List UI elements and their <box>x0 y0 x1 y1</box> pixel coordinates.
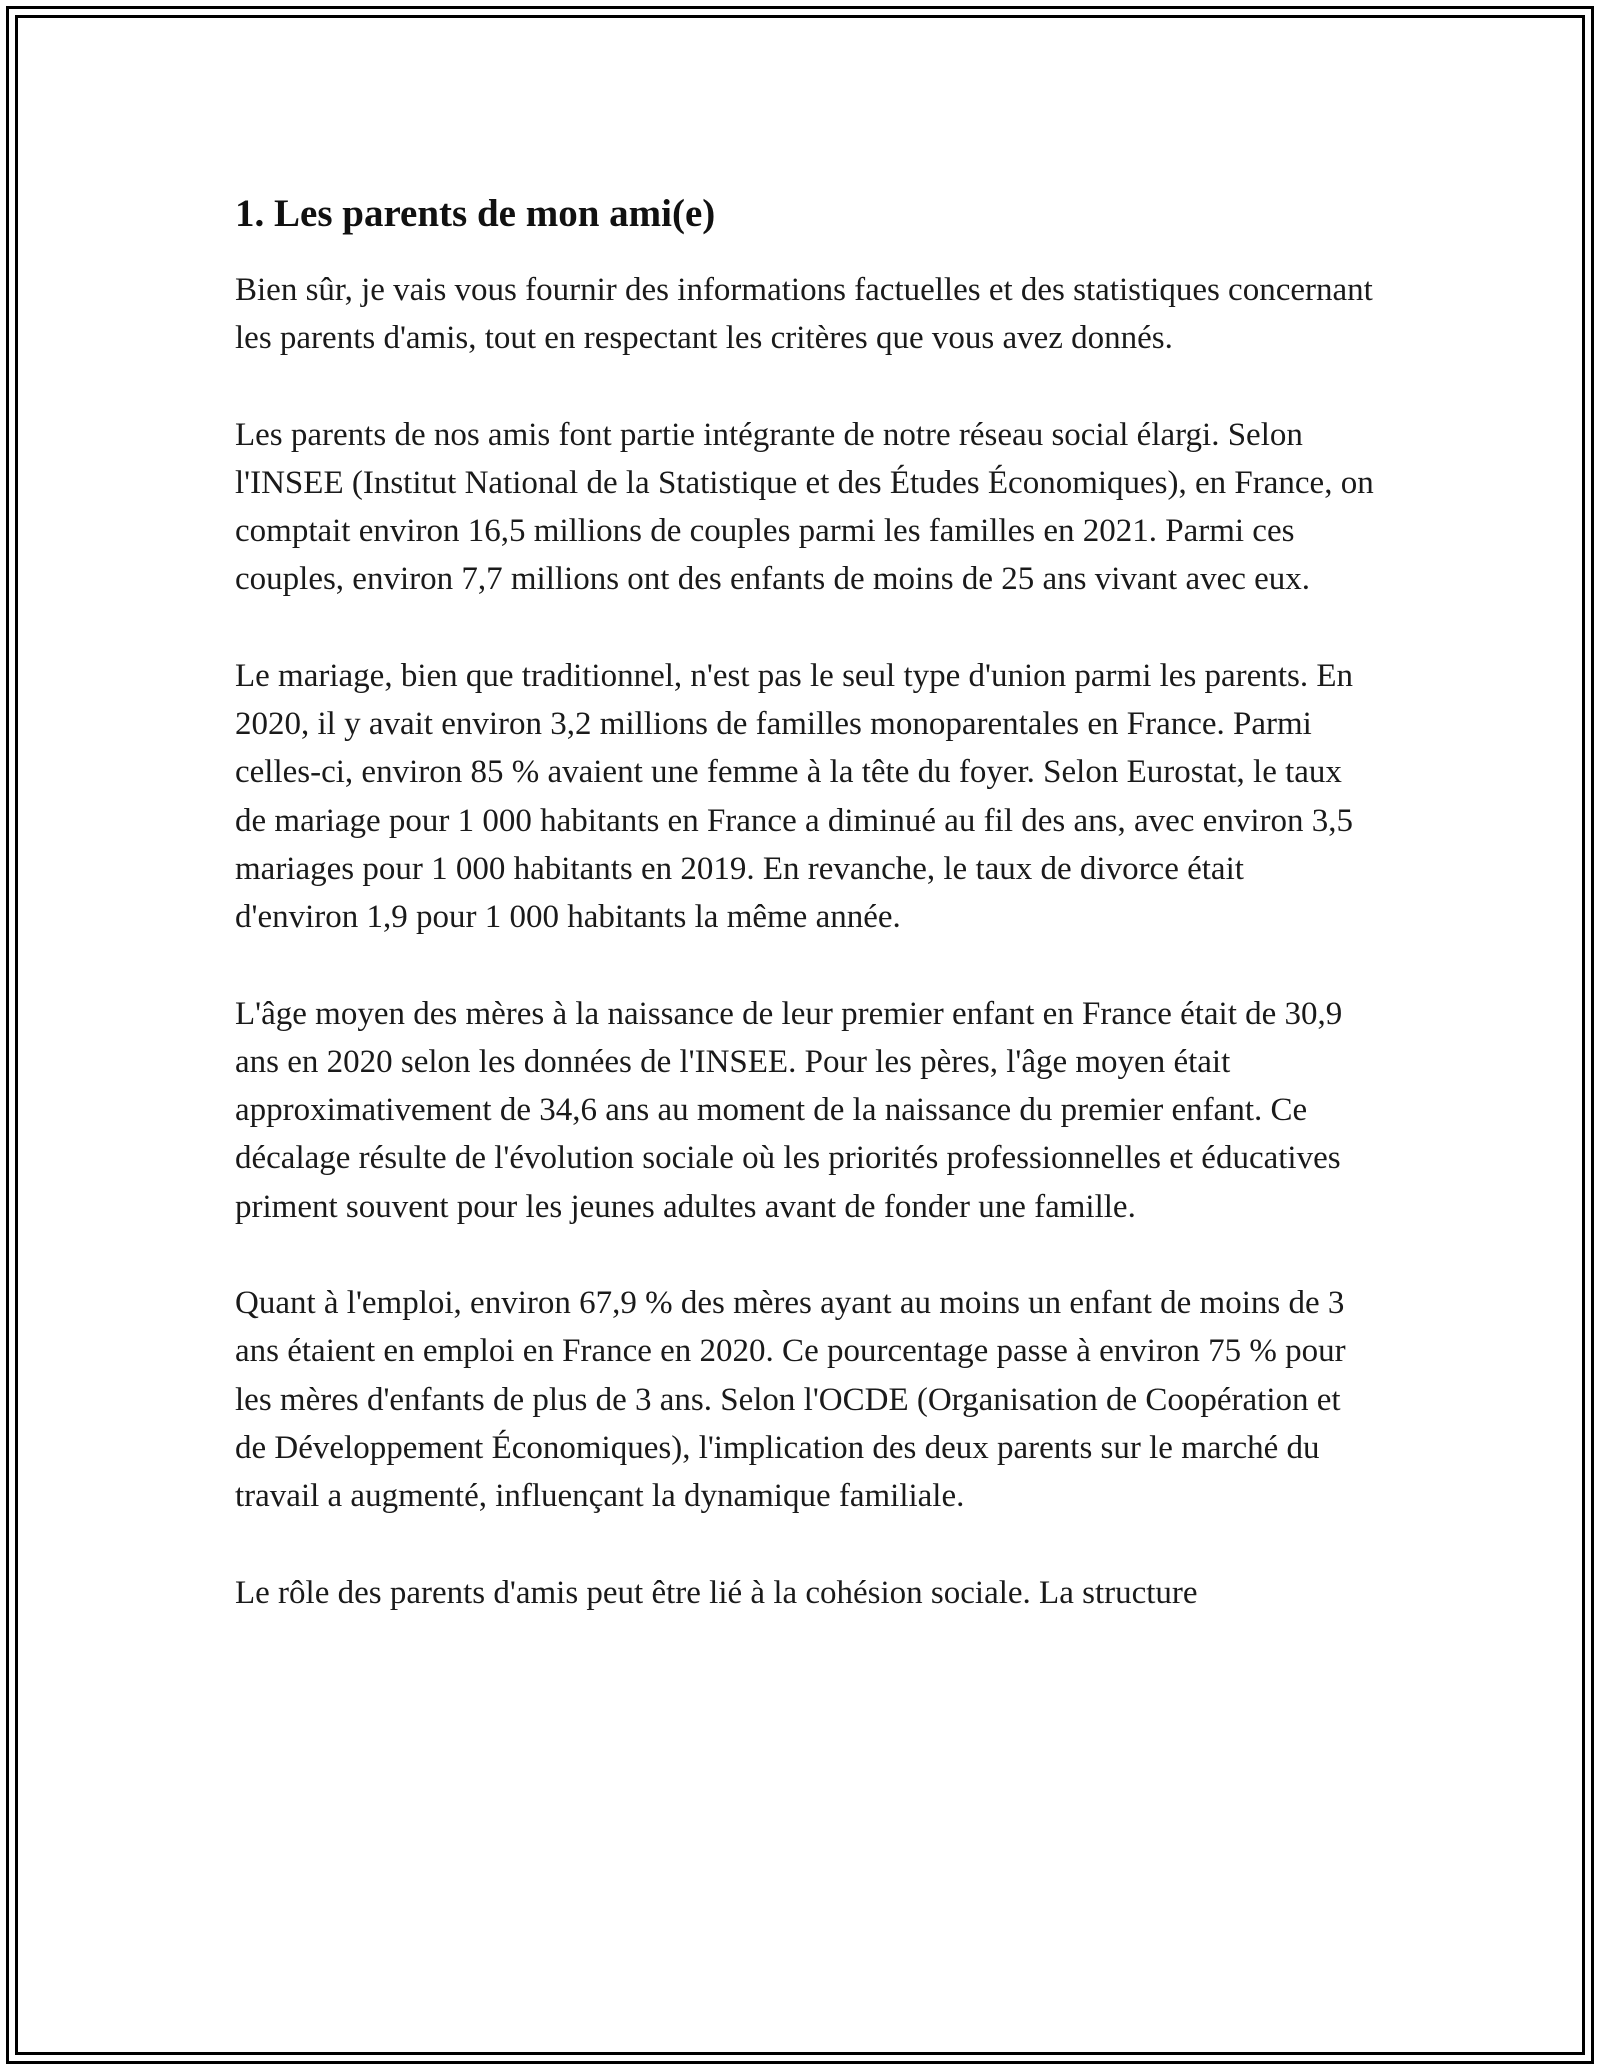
document-body <box>235 188 1375 1665</box>
section-heading: 1. Les parents de mon ami(e) <box>235 192 716 235</box>
paragraph-cohesion: Le rôle des parents d'amis peut être lié à la cohésion sociale. La structure <box>235 1574 1198 1611</box>
paragraph-intro: Bien sûr, je vais vous fournir des informations factuelles et des statistiques concernant les parents d'amis, tout en respectant les critères que vous avez donnés. <box>235 272 1373 357</box>
paragraph-age: L'âge moyen des mères à la naissance de leur premier enfant en France était de 30,9 ans en 2020 selon les données de l'INSEE. Pour les pères, l'âge moyen était approximativement de 34,6 ans au moment de la naissance du premier enfant. Ce décalage résulte de l'évolution sociale où les priorités professionnelles et éducatives priment souvent pour les jeunes adultes avant de fonder une famille. <box>235 995 1343 1225</box>
paragraph-marriage: Le mariage, bien que traditionnel, n'est pas le seul type d'union parmi les parents. En 2020, il y avait environ 3,2 millions de familles monoparentales en France. Parmi celles-ci, environ 85 % avaient une femme à la tête du foyer. Selon Eurostat, le taux de mariage pour 1 000 habitants en France a diminué au fil des ans, avec environ 3,5 mariages pour 1 000 habitants en 2019. En revanche, le taux de divorce était d'environ 1,9 pour 1 000 habitants la même année. <box>235 657 1353 936</box>
paragraph-couples: Les parents de nos amis font partie intégrante de notre réseau social élargi. Selon l'INSEE (Institut National de la Statistique et des Études Économiques), en France, on comptait environ 16,5 millions de couples parmi les familles en 2021. Parmi ces couples, environ 7,7 millions ont des enfants de moins de 25 ans vivant avec eux. <box>235 416 1374 598</box>
paragraph-employment: Quant à l'emploi, environ 67,9 % des mères ayant au moins un enfant de moins de 3 ans étaient en emploi en France en 2020. Ce pourcentage passe à environ 75 % pour les mères d'enfants de plus de 3 ans. Selon l'OCDE (Organisation de Coopération et de Développement Économiques), l'implication des deux parents sur le marché du travail a augmenté, influençant la dynamique familiale. <box>235 1285 1346 1515</box>
